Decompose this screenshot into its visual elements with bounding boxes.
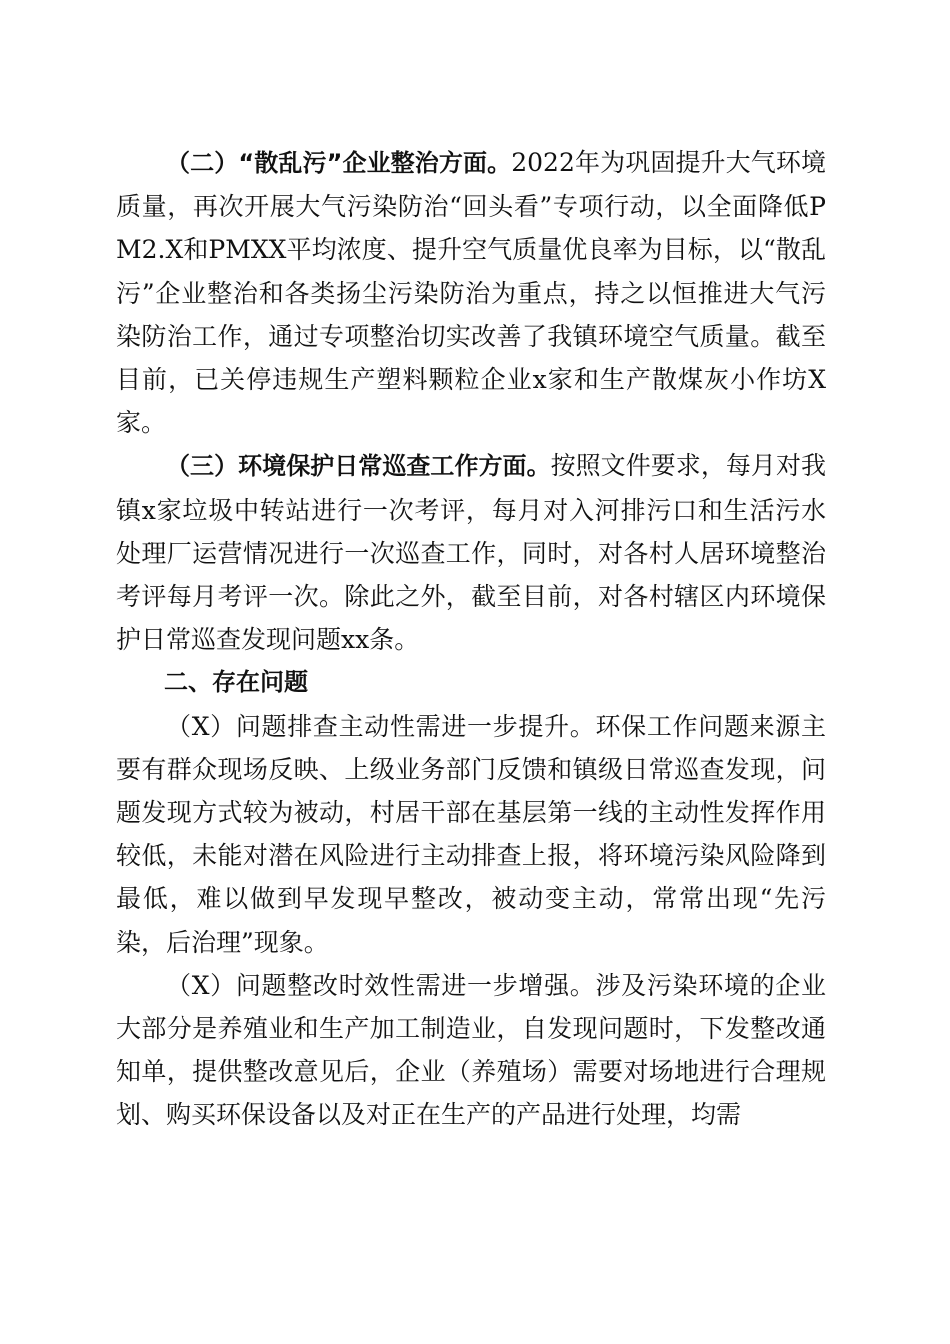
paragraph-issue-rectification-timeliness: （X）问题整改时效性需进一步增强。涉及污染环境的企业大部分是养殖业和生产加工制造业，自发现问题时，下发整改通知单，提供整改意见后，企业（养殖场）需要对场地进行合理规划、购买环保设备以及对正在生产的产品进行处理，均需 — [116, 970, 826, 1130]
paragraph-daily-inspection — [116, 444, 826, 661]
section-heading-existing-problems: 二、存在问题 — [164, 668, 308, 697]
paragraph-text: 2022年为巩固提升大气环境质量，再次开展大气污染防治“回头看”专项行动，以全面降低PM2.X和PMXX平均浓度、提升空气质量优良率为目标，以“散乱污”企业整治和各类扬尘污染防治为重点，持之以恒推进大气污染防治工作，通过专项整治切实改善了我镇环境空气质量。截至目前，已关停违规生产塑料颗粒企业x家和生产散煤灰小作坊X家。 — [116, 148, 827, 438]
document-body — [116, 141, 826, 1137]
paragraph-text: 按照文件要求，每月对我镇x家垃圾中转站进行一次考评，每月对入河排污口和生活污水处理厂运营情况进行一次巡查工作，同时，对各村人居环境整治考评每月考评一次。除此之外，截至目前，对各村辖区内环境保护日常巡查发现问题xx条。 — [116, 451, 826, 655]
paragraph-scattered-polluting-enterprises — [116, 141, 826, 444]
paragraph-lead: （三）环境保护日常巡查工作方面。 — [166, 452, 551, 481]
paragraph-lead: （二）“散乱污”企业整治方面。 — [166, 149, 512, 177]
paragraph-issue-proactive-inspection: （X）问题排查主动性需进一步提升。环保工作问题来源主要有群众现场反映、上级业务部门反馈和镇级日常巡查发现，问题发现方式较为被动，村居干部在基层第一线的主动性发挥作用较低，未能对潜在风险进行主动排查上报，将环境污染风险降到最低，难以做到早发现早整改，被动变主动，常常出现“先污染，后治理”现象。 — [116, 711, 826, 957]
